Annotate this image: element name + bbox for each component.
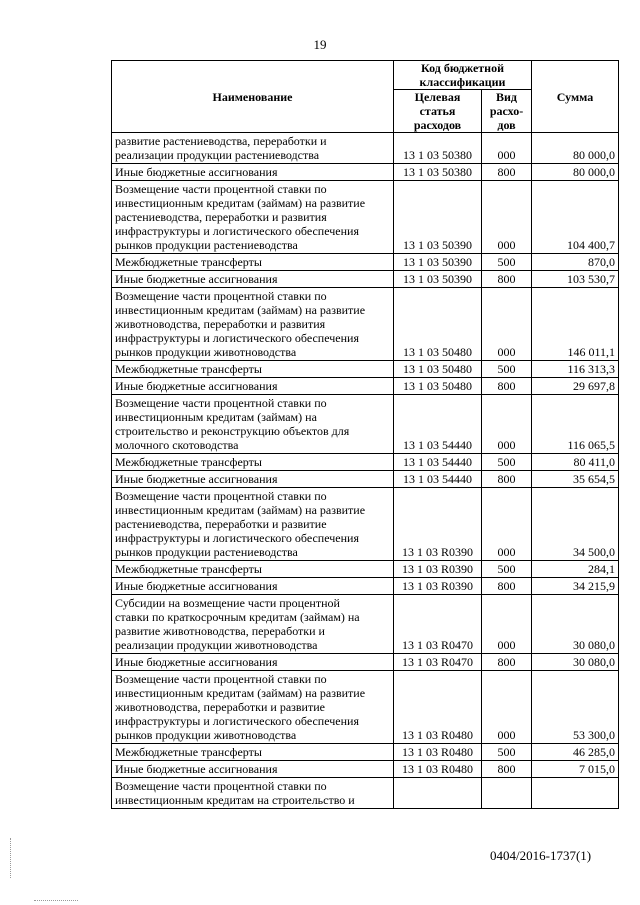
row-expense-kind: 000 <box>482 395 532 454</box>
row-target-article: 13 1 03 54440 <box>394 454 482 471</box>
budget-table <box>111 60 619 809</box>
row-target-article: 13 1 03 50390 <box>394 181 482 254</box>
table-row <box>112 744 619 761</box>
table-row <box>112 454 619 471</box>
header-kind: Вид расхо-дов <box>482 90 532 133</box>
row-expense-kind: 800 <box>482 164 532 181</box>
row-expense-kind: 800 <box>482 471 532 488</box>
row-sum: 29 697,8 <box>532 378 619 395</box>
row-name: Возмещение части процентной ставки по инвестиционным кредитам (займам) на строительство и реконструкцию объектов для молочного скотоводства <box>112 395 394 454</box>
row-sum: 116 065,5 <box>532 395 619 454</box>
row-expense-kind: 800 <box>482 271 532 288</box>
row-name: Иные бюджетные ассигнования <box>112 471 394 488</box>
row-name: Возмещение части процентной ставки по инвестиционным кредитам (займам) на развитие животноводства, переработки и развитие инфраструктуры и логистического обеспечения рынков продукции животноводства <box>112 671 394 744</box>
table-row <box>112 471 619 488</box>
row-expense-kind: 500 <box>482 561 532 578</box>
row-target-article: 13 1 03 50380 <box>394 164 482 181</box>
row-target-article: 13 1 03 54440 <box>394 395 482 454</box>
table-row <box>112 181 619 254</box>
table-row <box>112 378 619 395</box>
row-sum: 104 400,7 <box>532 181 619 254</box>
row-sum: 284,1 <box>532 561 619 578</box>
row-expense-kind: 500 <box>482 254 532 271</box>
row-expense-kind: 000 <box>482 671 532 744</box>
row-sum: 80 000,0 <box>532 133 619 164</box>
row-name: Межбюджетные трансферты <box>112 454 394 471</box>
row-name: Возмещение части процентной ставки по инвестиционным кредитам (займам) на развитие животноводства, переработки и развития инфраструктуры и логистического обеспечения рынков продукции животноводства <box>112 288 394 361</box>
row-sum: 46 285,0 <box>532 744 619 761</box>
table-row <box>112 654 619 671</box>
row-sum <box>532 778 619 809</box>
row-target-article: 13 1 03 54440 <box>394 471 482 488</box>
row-expense-kind: 000 <box>482 181 532 254</box>
row-expense-kind: 500 <box>482 744 532 761</box>
header-name: Наименование <box>112 61 394 133</box>
row-target-article: 13 1 03 50480 <box>394 288 482 361</box>
table-row <box>112 595 619 654</box>
row-name: Иные бюджетные ассигнования <box>112 271 394 288</box>
scan-corner-mark <box>34 900 78 901</box>
row-name: Иные бюджетные ассигнования <box>112 761 394 778</box>
row-target-article: 13 1 03 R0390 <box>394 488 482 561</box>
header-article: Целевая статья расходов <box>394 90 482 133</box>
row-expense-kind: 000 <box>482 488 532 561</box>
row-sum: 146 011,1 <box>532 288 619 361</box>
row-sum: 35 654,5 <box>532 471 619 488</box>
row-name: Иные бюджетные ассигнования <box>112 164 394 181</box>
table-row <box>112 361 619 378</box>
row-sum: 30 080,0 <box>532 654 619 671</box>
row-target-article <box>394 778 482 809</box>
row-expense-kind: 800 <box>482 654 532 671</box>
row-target-article: 13 1 03 R0480 <box>394 671 482 744</box>
row-sum: 34 215,9 <box>532 578 619 595</box>
table-row <box>112 133 619 164</box>
document-code: 0404/2016-1737(1) <box>490 848 592 863</box>
row-target-article: 13 1 03 50380 <box>394 133 482 164</box>
table-body <box>112 133 619 809</box>
row-name: Иные бюджетные ассигнования <box>112 378 394 395</box>
row-target-article: 13 1 03 R0390 <box>394 561 482 578</box>
row-target-article: 13 1 03 R0480 <box>394 761 482 778</box>
table-row <box>112 561 619 578</box>
table-row <box>112 671 619 744</box>
row-expense-kind: 500 <box>482 361 532 378</box>
row-sum: 34 500,0 <box>532 488 619 561</box>
row-name: Возмещение части процентной ставки по инвестиционным кредитам (займам) на развитие растениеводства, переработки и развитие инфраструктуры и логистического обеспечения рынков продукции растениеводства <box>112 488 394 561</box>
row-target-article: 13 1 03 R0470 <box>394 654 482 671</box>
row-target-article: 13 1 03 50390 <box>394 254 482 271</box>
table-header <box>112 61 619 133</box>
table-row <box>112 288 619 361</box>
row-sum: 30 080,0 <box>532 595 619 654</box>
row-name: Межбюджетные трансферты <box>112 561 394 578</box>
row-sum: 870,0 <box>532 254 619 271</box>
table-row <box>112 164 619 181</box>
row-sum: 80 411,0 <box>532 454 619 471</box>
row-sum: 53 300,0 <box>532 671 619 744</box>
row-target-article: 13 1 03 R0470 <box>394 595 482 654</box>
row-expense-kind: 500 <box>482 454 532 471</box>
scan-edge-mark <box>10 838 12 878</box>
table-row <box>112 578 619 595</box>
row-target-article: 13 1 03 R0480 <box>394 744 482 761</box>
row-sum: 116 313,3 <box>532 361 619 378</box>
row-expense-kind: 800 <box>482 578 532 595</box>
row-expense-kind: 800 <box>482 378 532 395</box>
row-sum: 80 000,0 <box>532 164 619 181</box>
row-expense-kind: 000 <box>482 133 532 164</box>
row-name: Межбюджетные трансферты <box>112 254 394 271</box>
header-code-group: Код бюджетной классификации <box>394 61 532 90</box>
row-target-article: 13 1 03 50480 <box>394 378 482 395</box>
page-number: 19 <box>313 37 327 52</box>
header-sum: Сумма <box>532 61 619 133</box>
table-row <box>112 761 619 778</box>
table-row <box>112 488 619 561</box>
row-name: Иные бюджетные ассигнования <box>112 654 394 671</box>
row-target-article: 13 1 03 R0390 <box>394 578 482 595</box>
row-target-article: 13 1 03 50480 <box>394 361 482 378</box>
row-sum: 103 530,7 <box>532 271 619 288</box>
row-expense-kind: 800 <box>482 761 532 778</box>
row-name: Межбюджетные трансферты <box>112 361 394 378</box>
table-row <box>112 254 619 271</box>
row-expense-kind: 000 <box>482 288 532 361</box>
row-name: Межбюджетные трансферты <box>112 744 394 761</box>
table-row <box>112 271 619 288</box>
row-name: Иные бюджетные ассигнования <box>112 578 394 595</box>
row-name: Возмещение части процентной ставки по инвестиционным кредитам на строительство и <box>112 778 394 809</box>
row-target-article: 13 1 03 50390 <box>394 271 482 288</box>
row-sum: 7 015,0 <box>532 761 619 778</box>
row-expense-kind: 000 <box>482 595 532 654</box>
row-name: Субсидии на возмещение части процентной ставки по краткосрочным кредитам (займам) на развитие животноводства, переработки и реализации продукции животноводства <box>112 595 394 654</box>
row-expense-kind <box>482 778 532 809</box>
table-row <box>112 778 619 809</box>
row-name: Возмещение части процентной ставки по инвестиционным кредитам (займам) на развитие растениеводства, переработки и развития инфраструктуры и логистического обеспечения рынков продукции растениеводства <box>112 181 394 254</box>
table-row <box>112 395 619 454</box>
row-name: развитие растениеводства, переработки и реализации продукции растениеводства <box>112 133 394 164</box>
